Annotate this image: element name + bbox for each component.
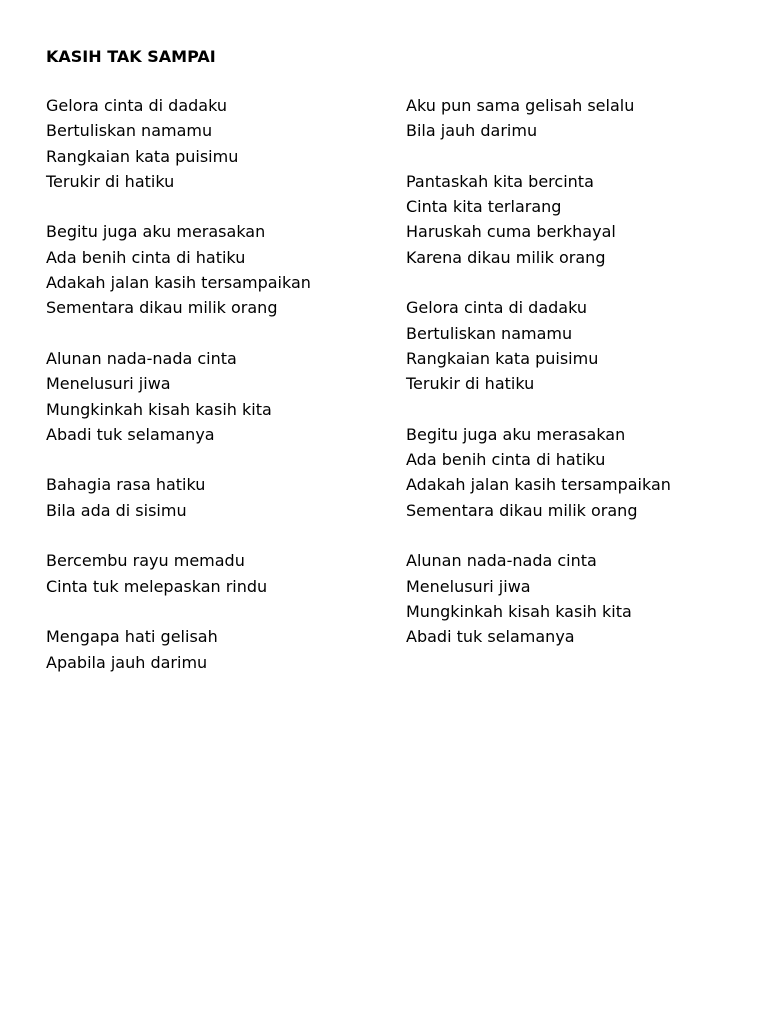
stanza [46,548,376,599]
lyric-line: Rangkaian kata puisimu [406,348,599,368]
lyric-line: Bila ada di sisimu [46,500,187,520]
lyric-line: Sementara dikau milik orang [406,500,638,520]
lyric-line: Terukir di hatiku [406,374,535,394]
lyric-line: Karena dikau milik orang [406,247,606,267]
lyric-line: Bahagia rasa hatiku [46,475,206,495]
lyric-line: Rangkaian kata puisimu [46,146,239,166]
lyric-line: Ada benih cinta di hatiku [406,450,606,470]
lyric-line: Mengapa hati gelisah [46,627,218,647]
lyric-line: Ada benih cinta di hatiku [46,247,246,267]
lyric-line: Mungkinkah kisah kasih kita [406,601,632,621]
stanza [46,219,376,320]
stanza [46,624,376,675]
lyric-line: Pantaskah kita bercinta [406,171,594,191]
lyric-line: Cinta tuk melepaskan rindu [46,576,268,596]
stanza [406,93,746,144]
lyric-line: Adakah jalan kasih tersampaikan [46,273,311,293]
stanza [406,169,746,270]
lyric-line: Gelora cinta di dadaku [46,96,228,115]
lyric-line: Aku pun sama gelisah selalu [406,96,635,115]
lyric-line: Terukir di hatiku [46,171,175,191]
lyric-line: Abadi tuk selamanya [406,627,575,647]
lyric-line: Begitu juga aku merasakan [406,424,626,444]
lyric-line: Adakah jalan kasih tersampaikan [406,475,671,495]
lyric-line: Bertuliskan namamu [406,323,573,343]
stanza [46,346,376,447]
lyric-line: Menelusuri jiwa [46,374,171,394]
lyric-line: Sementara dikau milik orang [46,298,278,318]
right-column [406,93,746,675]
stanza [46,472,376,523]
lyric-line: Alunan nada-nada cinta [46,348,237,368]
lyric-line: Alunan nada-nada cinta [406,551,597,571]
song-title: KASIH TAK SAMPAI [46,47,216,66]
lyric-line: Cinta kita terlarang [406,197,562,217]
left-column [46,93,376,700]
lyric-line: Bertuliskan namamu [46,121,213,141]
lyric-line: Apabila jauh darimu [46,652,208,672]
lyric-line: Bercembu rayu memadu [46,551,245,571]
stanza [406,295,746,396]
lyric-line: Mungkinkah kisah kasih kita [46,399,272,419]
stanza [46,93,376,194]
lyric-line: Bila jauh darimu [406,121,538,141]
lyric-line: Menelusuri jiwa [406,576,531,596]
lyric-line: Haruskah cuma berkhayal [406,222,616,242]
lyric-line: Gelora cinta di dadaku [406,298,588,318]
stanza [406,548,746,649]
lyric-line: Begitu juga aku merasakan [46,222,266,242]
stanza [406,422,746,523]
lyric-line: Abadi tuk selamanya [46,424,215,444]
